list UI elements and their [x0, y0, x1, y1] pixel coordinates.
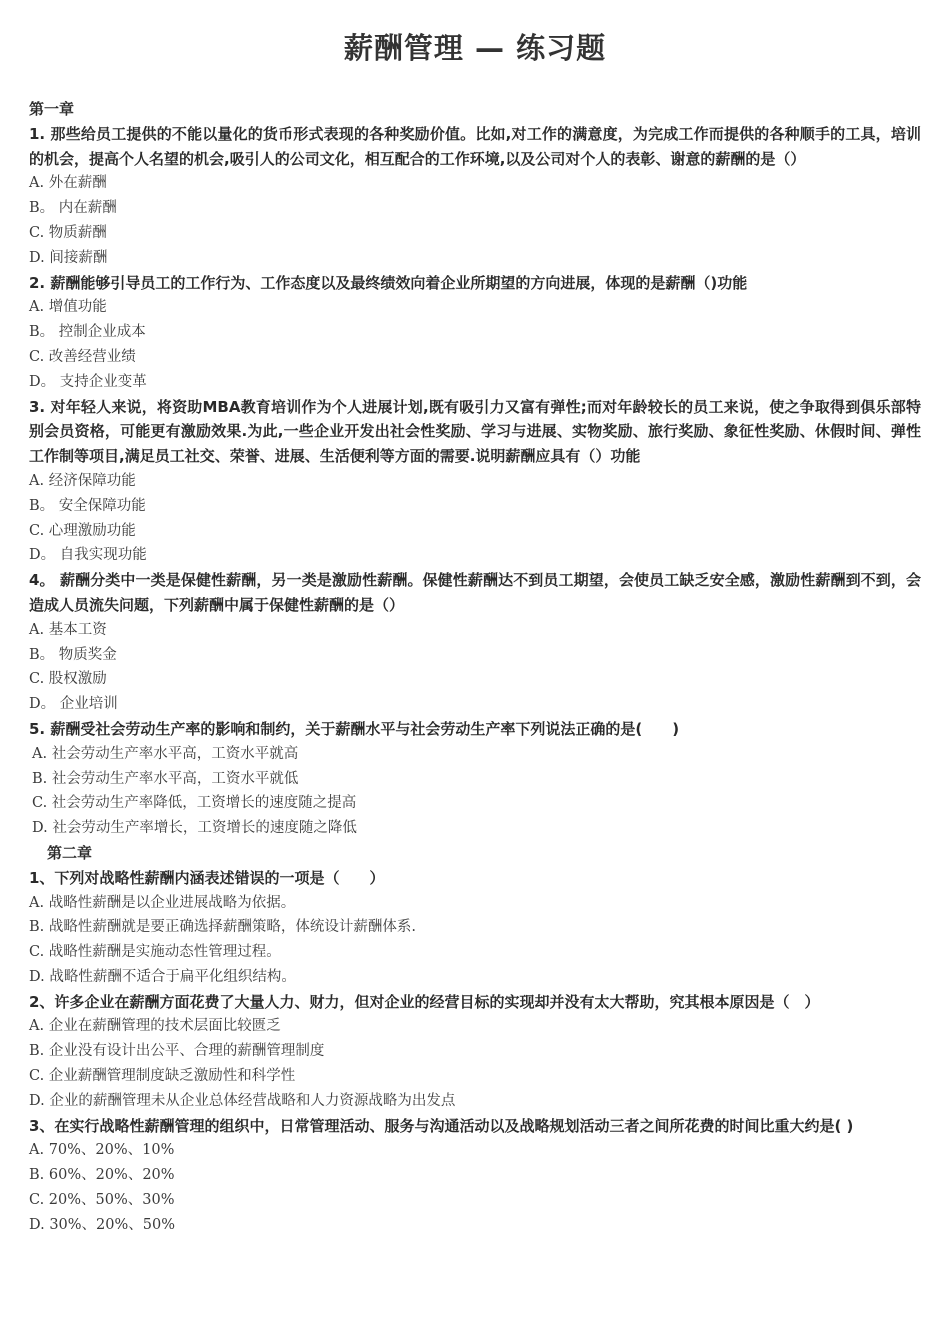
question-text: 2. 薪酬能够引导员工的工作行为、工作态度以及最终绩效向着企业所期望的方向进展，体现的是薪酬（)功能	[29, 273, 748, 292]
answer-option: A. 经济保障功能	[29, 472, 136, 489]
answer-option: D。 自我实现功能	[29, 547, 147, 564]
answer-option: C. 心理激励功能	[29, 522, 136, 539]
chapter-heading: 第一章	[29, 100, 75, 118]
answer-option: B. 社会劳动生产率水平高，工资水平就低	[32, 770, 299, 787]
question-text: 4。 薪酬分类中一类是保健性薪酬，另一类是激励性薪酬。保健性薪酬达不到员工期望，会使员工缺乏安全感，激励性薪酬到不到，会造成人员流失问题，下列薪酬中属于保健性薪酬的是（）	[29, 571, 921, 614]
answer-option: D。 支持企业变革	[29, 373, 147, 390]
question-text: 5. 薪酬受社会劳动生产率的影响和制约，关于薪酬水平与社会劳动生产率下列说法正确的是( )	[29, 719, 680, 738]
answer-option: C. 企业薪酬管理制度缺乏激励性和科学性	[29, 1068, 296, 1085]
answer-option: B。 物质奖金	[29, 646, 117, 663]
answer-option: A. 基本工资	[29, 621, 107, 638]
answer-option: D. 企业的薪酬管理未从企业总体经营战略和人力资源战略为出发点	[29, 1092, 456, 1109]
answer-option: C. 战略性薪酬是实施动态性管理过程。	[29, 944, 281, 961]
answer-option: D. 间接薪酬	[29, 249, 108, 266]
answer-option: D. 战略性薪酬不适合于扁平化组织结构。	[29, 968, 296, 985]
answer-option: B. 60%、20%、20%	[29, 1167, 175, 1184]
answer-option: B. 战略性薪酬就是要正确选择薪酬策略，体统设计薪酬体系.	[29, 919, 416, 936]
answer-option: C. 社会劳动生产率降低，工资增长的速度随之提高	[32, 795, 357, 812]
chapter-heading: 第二章	[47, 843, 93, 862]
answer-option: B. 企业没有设计出公平、合理的薪酬管理制度	[29, 1043, 325, 1060]
answer-option: C. 股权激励	[29, 671, 107, 688]
question-text: 3. 对年轻人来说，将资助MBA教育培训作为个人进展计划,既有吸引力又富有弹性;而对年龄较长的员工来说，使之争取得到俱乐部特别会员资格，可能更有激励效果.为此,一些企业开发出社会性奖励、学习与进展、实物奖励、旅行奖励、象征性奖励、休假时间、弹性工作制等项目,满足员工社交、荣誉、进展、生活便利等方面的需要.说明薪酬应具有（）功能	[29, 397, 921, 466]
answer-option: C. 物质薪酬	[29, 224, 107, 241]
answer-option: B。 内在薪酬	[29, 200, 117, 217]
answer-option: C. 20%、50%、30%	[29, 1192, 175, 1209]
answer-option: B。 控制企业成本	[29, 324, 146, 341]
answer-option: A. 企业在薪酬管理的技术层面比较匮乏	[29, 1018, 281, 1035]
question-text: 2、许多企业在薪酬方面花费了大量人力、财力，但对企业的经营目标的实现却并没有太大帮助，究其根本原因是（ ）	[29, 992, 820, 1011]
question-text: 1、下列对战略性薪酬内涵表述错误的一项是（ ）	[29, 868, 385, 887]
document-body	[29, 97, 921, 1238]
answer-option: A. 外在薪酬	[29, 175, 107, 192]
question-text: 1. 那些给员工提供的不能以量化的货币形式表现的各种奖励价值。比如,对工作的满意度，为完成工作而提供的各种顺手的工具，培训的机会，提高个人名望的机会,吸引人的公司文化，相互配合的工作环境,以及公司对个人的表彰、谢意的薪酬的是（）	[29, 124, 921, 168]
answer-option: D。 企业培训	[29, 696, 118, 713]
answer-option: A. 增值功能	[29, 299, 107, 316]
question-text: 3、在实行战略性薪酬管理的组织中，日常管理活动、服务与沟通活动以及战略规划活动三者之间所花费的时间比重大约是( )	[29, 1116, 854, 1135]
answer-option: D. 社会劳动生产率增长，工资增长的速度随之降低	[32, 820, 357, 837]
answer-option: A. 战略性薪酬是以企业进展战略为依据。	[29, 894, 296, 911]
answer-option: B。 安全保障功能	[29, 497, 146, 514]
answer-option: A. 70%、20%、10%	[29, 1142, 175, 1159]
answer-option: C. 改善经营业绩	[29, 348, 136, 365]
document-title: 薪酬管理 — 练习题	[343, 31, 607, 65]
answer-option: A. 社会劳动生产率水平高，工资水平就高	[32, 745, 299, 762]
answer-option: D. 30%、20%、50%	[29, 1216, 176, 1233]
